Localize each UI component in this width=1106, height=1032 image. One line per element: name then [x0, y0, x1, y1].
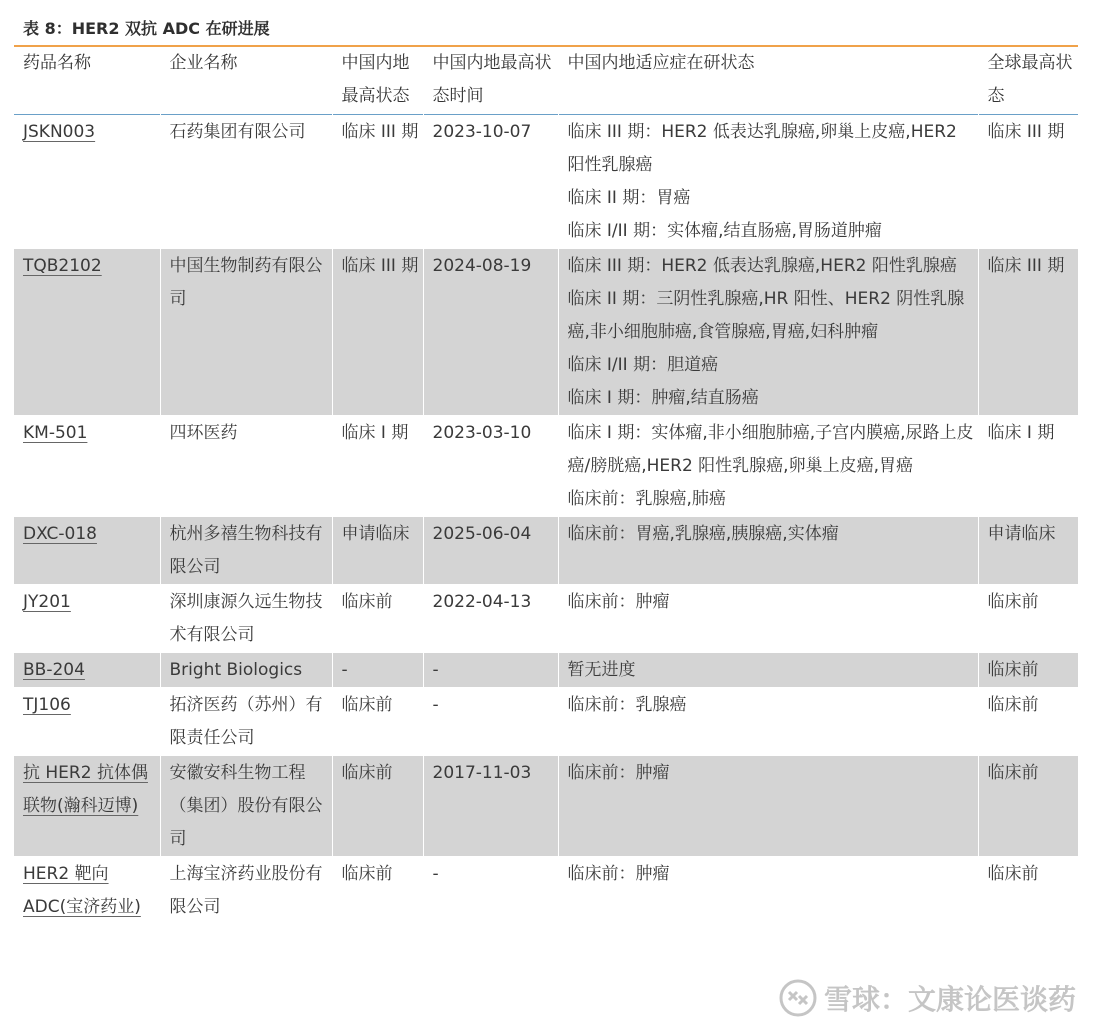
indications-cell [558, 585, 978, 653]
drug-name-cell [14, 756, 160, 857]
date-cell-text: 2023-10-07 [432, 122, 532, 142]
global-status-cell-text: 临床前 [987, 864, 1039, 884]
indication-line: 临床前：肿瘤 [567, 592, 670, 612]
table-title: 表 8：HER2 双抗 ADC 在研进展 [23, 19, 270, 38]
drug-name-cell-text[interactable]: KM-501 [23, 423, 88, 443]
indication-line: 临床 II 期：三阴性乳腺癌,HR 阳性、HER2 阴性乳腺癌,非小细胞肺癌,食管腺癌,胃癌,妇科肿瘤 [567, 289, 965, 342]
drug-name-cell [14, 416, 160, 517]
table-row [14, 653, 1078, 688]
company-cell-text: 安徽安科生物工程（集团）股份有限公司 [169, 763, 323, 849]
indications-cell [558, 857, 978, 925]
drug-name-cell-text[interactable]: TJ106 [23, 695, 71, 715]
global-status-cell [978, 115, 1078, 249]
company-cell [160, 517, 332, 585]
indications-cell [558, 249, 978, 416]
date-cell [423, 115, 558, 249]
company-cell-text: 杭州多禧生物科技有限公司 [169, 524, 323, 577]
date-cell-text: 2025-06-04 [432, 524, 532, 544]
table-row [14, 416, 1078, 517]
drug-name-cell [14, 585, 160, 653]
company-cell-text: 上海宝济药业股份有限公司 [169, 864, 323, 917]
header-cn-status: 中国内地最高状态 [332, 47, 423, 115]
drug-name-cell [14, 857, 160, 925]
date-cell-text: 2022-04-13 [432, 592, 532, 612]
indications-cell [558, 115, 978, 249]
cn-status-cell [332, 585, 423, 653]
drug-name-cell-text[interactable]: TQB2102 [23, 256, 102, 276]
indication-line: 临床前：肿瘤 [567, 763, 670, 783]
xueqiu-logo-icon [778, 978, 818, 1018]
indication-line: 临床 III 期：HER2 低表达乳腺癌,HER2 阳性乳腺癌 [567, 256, 957, 276]
company-cell [160, 249, 332, 416]
table-row [14, 688, 1078, 756]
date-cell-text: 2024-08-19 [432, 256, 532, 276]
global-status-cell [978, 416, 1078, 517]
company-cell-text: 深圳康源久远生物技术有限公司 [169, 592, 323, 645]
company-cell-text: 拓济医药（苏州）有限责任公司 [169, 695, 323, 748]
company-cell-text: 四环医药 [169, 423, 238, 443]
indication-line: 临床前：乳腺癌,肺癌 [567, 489, 726, 509]
indication-line: 临床 I 期：肿瘤,结直肠癌 [567, 388, 759, 408]
drug-name-cell [14, 249, 160, 416]
header-global-status: 全球最高状态 [978, 47, 1078, 115]
company-cell [160, 585, 332, 653]
table-row [14, 249, 1078, 416]
global-status-cell [978, 249, 1078, 416]
header-cn-indications: 中国内地适应症在研状态 [558, 47, 978, 115]
indication-line: 临床前：肿瘤 [567, 864, 670, 884]
company-cell-text: 中国生物制药有限公司 [169, 256, 323, 309]
cn-status-cell-text: - [341, 660, 348, 680]
indication-line: 临床 II 期：胃癌 [567, 188, 691, 208]
company-cell [160, 857, 332, 925]
drug-name-cell-text[interactable]: DXC-018 [23, 524, 97, 544]
company-cell [160, 416, 332, 517]
global-status-cell [978, 517, 1078, 585]
watermark-text: 雪球：文康论医谈药 [823, 983, 1076, 1016]
cn-status-cell-text: 临床 III 期 [341, 122, 419, 142]
drug-name-cell-text[interactable]: BB-204 [23, 660, 85, 680]
drug-name-cell-text[interactable]: 抗 HER2 抗体偶联物(瀚科迈博) [23, 763, 148, 816]
company-cell [160, 756, 332, 857]
global-status-cell-text: 临床 III 期 [987, 256, 1065, 276]
header-drug-name: 药品名称 [23, 53, 91, 73]
global-status-cell-text: 申请临床 [987, 524, 1056, 544]
company-cell-text: Bright Biologics [169, 660, 303, 680]
indication-line: 临床 I/II 期：胆道癌 [567, 355, 719, 375]
cn-status-cell [332, 249, 423, 416]
cn-status-cell [332, 517, 423, 585]
drug-name-cell-text[interactable]: JY201 [23, 592, 71, 612]
cn-status-cell [332, 653, 423, 688]
cn-status-cell-text: 临床前 [341, 695, 393, 715]
global-status-cell-text: 临床 III 期 [987, 122, 1065, 142]
cn-status-cell [332, 416, 423, 517]
drug-name-cell [14, 115, 160, 249]
indications-cell [558, 416, 978, 517]
indication-line: 暂无进度 [567, 660, 636, 680]
date-cell-text: - [432, 864, 439, 884]
company-cell-text: 石药集团有限公司 [169, 122, 306, 142]
global-status-cell-text: 临床前 [987, 695, 1039, 715]
table-row [14, 585, 1078, 653]
global-status-cell-text: 临床前 [987, 660, 1039, 680]
date-cell [423, 249, 558, 416]
table-row [14, 756, 1078, 857]
cn-status-cell-text: 临床前 [341, 864, 393, 884]
indications-cell [558, 688, 978, 756]
date-cell [423, 653, 558, 688]
indication-line: 临床前：乳腺癌 [567, 695, 687, 715]
cn-status-cell [332, 115, 423, 249]
drug-name-cell [14, 688, 160, 756]
drug-name-cell-text[interactable]: JSKN003 [23, 122, 96, 142]
table-row [14, 115, 1078, 249]
global-status-cell-text: 临床前 [987, 592, 1039, 612]
date-cell [423, 585, 558, 653]
table-row [14, 857, 1078, 925]
date-cell [423, 416, 558, 517]
cn-status-cell-text: 临床前 [341, 592, 393, 612]
date-cell [423, 517, 558, 585]
indication-line: 临床 I 期：实体瘤,非小细胞肺癌,子宫内膜癌,尿路上皮癌/膀胱癌,HER2 阳性乳腺癌,卵巢上皮癌,胃癌 [567, 423, 974, 476]
global-status-cell [978, 653, 1078, 688]
drug-name-cell [14, 653, 160, 688]
drug-name-cell [14, 517, 160, 585]
company-cell [160, 688, 332, 756]
table-row [14, 517, 1078, 585]
cn-status-cell [332, 756, 423, 857]
global-status-cell-text: 临床 I 期 [987, 423, 1055, 443]
company-cell [160, 653, 332, 688]
date-cell-text: 2023-03-10 [432, 423, 532, 443]
indication-line: 临床 I/II 期：实体瘤,结直肠癌,胃肠道肿瘤 [567, 221, 882, 241]
cn-status-cell-text: 临床 III 期 [341, 256, 419, 276]
drug-name-cell-text[interactable]: HER2 靶向 ADC(宝济药业) [23, 864, 141, 917]
global-status-cell [978, 857, 1078, 925]
date-cell-text: - [432, 695, 439, 715]
her2-adc-table [14, 47, 1078, 925]
cn-status-cell-text: 申请临床 [341, 524, 410, 544]
watermark [778, 975, 1076, 1021]
table-header-row [14, 47, 1078, 115]
cn-status-cell [332, 857, 423, 925]
date-cell [423, 688, 558, 756]
company-cell [160, 115, 332, 249]
date-cell [423, 756, 558, 857]
indications-cell [558, 653, 978, 688]
indication-line: 临床前：胃癌,乳腺癌,胰腺癌,实体瘤 [567, 524, 839, 544]
cn-status-cell-text: 临床 I 期 [341, 423, 409, 443]
global-status-cell [978, 585, 1078, 653]
global-status-cell [978, 756, 1078, 857]
indication-line: 临床 III 期：HER2 低表达乳腺癌,卵巢上皮癌,HER2 阳性乳腺癌 [567, 122, 957, 175]
date-cell-text: - [432, 660, 439, 680]
date-cell-text: 2017-11-03 [432, 763, 532, 783]
global-status-cell-text: 临床前 [987, 763, 1039, 783]
header-company-name: 企业名称 [160, 47, 332, 115]
indications-cell [558, 517, 978, 585]
indications-cell [558, 756, 978, 857]
cn-status-cell-text: 临床前 [341, 763, 393, 783]
date-cell [423, 857, 558, 925]
header-cn-status-date: 中国内地最高状态时间 [423, 47, 558, 115]
cn-status-cell [332, 688, 423, 756]
global-status-cell [978, 688, 1078, 756]
